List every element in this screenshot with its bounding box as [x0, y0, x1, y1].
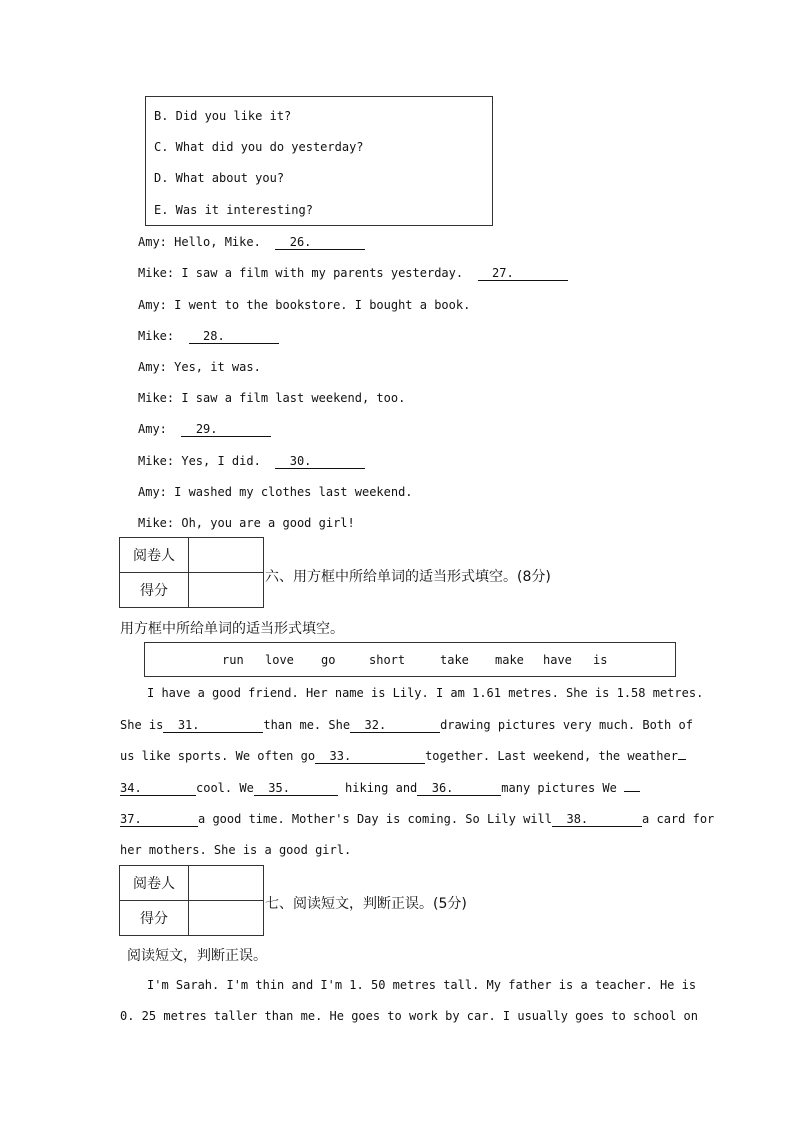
word-make: make — [495, 653, 524, 667]
passage-7-line-1: I'm Sarah. I'm thin and I'm 1. 50 metres tall. My father is a teacher. He is — [147, 978, 697, 992]
passage-6-line-2 — [120, 718, 693, 733]
passage-6-line-5 — [120, 812, 715, 827]
option-b: B. Did you like it? — [154, 109, 292, 123]
dialogue-line-10: Mike: Oh, you are a good girl! — [138, 516, 355, 530]
dialogue-line-3: Amy: I went to the bookstore. I bought a book. — [138, 298, 471, 312]
blank-underline — [678, 759, 686, 760]
dialogue-text: Amy: — [138, 422, 167, 436]
blank-number: 30. — [289, 454, 312, 468]
passage-text: than me. She — [263, 718, 351, 732]
blank-number: 38. — [566, 812, 589, 826]
word-have: have — [543, 653, 572, 667]
dialogue-line-8 — [138, 454, 365, 469]
section-7-heading: 七、阅读短文，判断正误。(5分) — [265, 896, 467, 912]
dialogue-text: Amy: Hello, Mike. — [138, 235, 261, 249]
dialogue-text: Mike: Yes, I did. — [138, 454, 261, 468]
passage-text: cool. We — [196, 781, 254, 795]
score-table-section-7 — [119, 865, 264, 936]
passage-6-line-3 — [120, 749, 678, 764]
score-table-section-6 — [119, 537, 264, 608]
answer-blank-27[interactable] — [478, 266, 568, 281]
score-cell[interactable] — [189, 573, 264, 608]
dialogue-line-4 — [138, 329, 279, 344]
blank-number: 29. — [195, 422, 218, 436]
blank-number: 37. — [120, 812, 142, 826]
section-6-heading: 六、用方框中所给单词的适当形式填空。(8分) — [265, 569, 551, 585]
passage-text: hiking and — [345, 781, 418, 795]
passage-text: us like sports. We often go — [120, 749, 316, 763]
blank-number: 33. — [329, 749, 352, 763]
passage-text: many pictures We — [501, 781, 617, 795]
passage-text: drawing pictures very much. Both of — [440, 718, 693, 732]
word-bank-box — [144, 642, 676, 677]
blank-number: 35. — [268, 781, 290, 795]
blank-number: 36. — [431, 781, 454, 795]
blank-number: 32. — [364, 718, 387, 732]
blank-number: 27. — [492, 266, 514, 280]
score-label: 得分 — [120, 901, 189, 936]
dialogue-line-9: Amy: I washed my clothes last weekend. — [138, 485, 413, 499]
section-7-instruction: 阅读短文，判断正误。 — [127, 948, 267, 964]
answer-blank-36[interactable] — [417, 781, 501, 796]
answer-blank-38[interactable] — [552, 812, 642, 827]
answer-blank-28[interactable] — [189, 329, 279, 344]
reviewer-cell[interactable] — [189, 866, 264, 901]
word-run: run — [222, 653, 244, 667]
section-6-instruction: 用方框中所给单词的适当形式填空。 — [120, 621, 344, 637]
dialogue-line-5: Amy: Yes, it was. — [138, 360, 261, 374]
score-cell[interactable] — [189, 901, 264, 936]
answer-blank-26[interactable] — [275, 235, 365, 250]
dialogue-text: Mike: I saw a film with my parents yesterday. — [138, 266, 464, 280]
word-go: go — [321, 653, 336, 667]
option-c: C. What did you do yesterday? — [154, 140, 364, 154]
passage-6-line-4 — [120, 781, 675, 796]
passage-text: a good time. Mother's Day is coming. So Lily will — [198, 812, 553, 826]
options-box — [145, 96, 493, 226]
word-love: love — [265, 653, 294, 667]
dialogue-line-6: Mike: I saw a film last weekend, too. — [138, 391, 406, 405]
reviewer-cell[interactable] — [189, 538, 264, 573]
dialogue-text: Mike: — [138, 329, 175, 343]
blank-underline — [624, 791, 640, 792]
blank-number: 26. — [289, 235, 312, 249]
dialogue-line-2 — [138, 266, 568, 281]
reviewer-label: 阅卷人 — [120, 866, 189, 901]
word-take: take — [440, 653, 469, 667]
passage-text: a card for — [642, 812, 715, 826]
option-d: D. What about you? — [154, 171, 285, 185]
passage-6-line-6: her mothers. She is a good girl. — [120, 843, 352, 857]
score-label: 得分 — [120, 573, 189, 608]
answer-blank-30[interactable] — [275, 454, 365, 469]
answer-blank-37[interactable] — [120, 812, 198, 827]
answer-blank-29[interactable] — [181, 422, 271, 437]
reviewer-label: 阅卷人 — [120, 538, 189, 573]
answer-blank-33[interactable] — [315, 749, 425, 764]
answer-blank-35[interactable] — [254, 781, 338, 796]
answer-blank-32[interactable] — [350, 718, 440, 733]
passage-text: She is — [120, 718, 164, 732]
word-is: is — [593, 653, 608, 667]
word-short: short — [369, 653, 406, 667]
passage-6-line-1: I have a good friend. Her name is Lily. I am 1.61 metres. She is 1.58 metres. — [147, 686, 704, 700]
answer-blank-31[interactable] — [163, 718, 263, 733]
blank-number: 34. — [120, 781, 142, 795]
dialogue-line-1 — [138, 235, 365, 250]
passage-text: together. Last weekend, the weather — [425, 749, 678, 763]
dialogue-line-7 — [138, 422, 271, 437]
passage-7-line-2: 0. 25 metres taller than me. He goes to work by car. I usually goes to school on — [120, 1009, 698, 1023]
answer-blank-34[interactable] — [120, 781, 196, 796]
option-e: E. Was it interesting? — [154, 203, 313, 217]
blank-number: 31. — [177, 718, 200, 732]
blank-number: 28. — [203, 329, 225, 343]
